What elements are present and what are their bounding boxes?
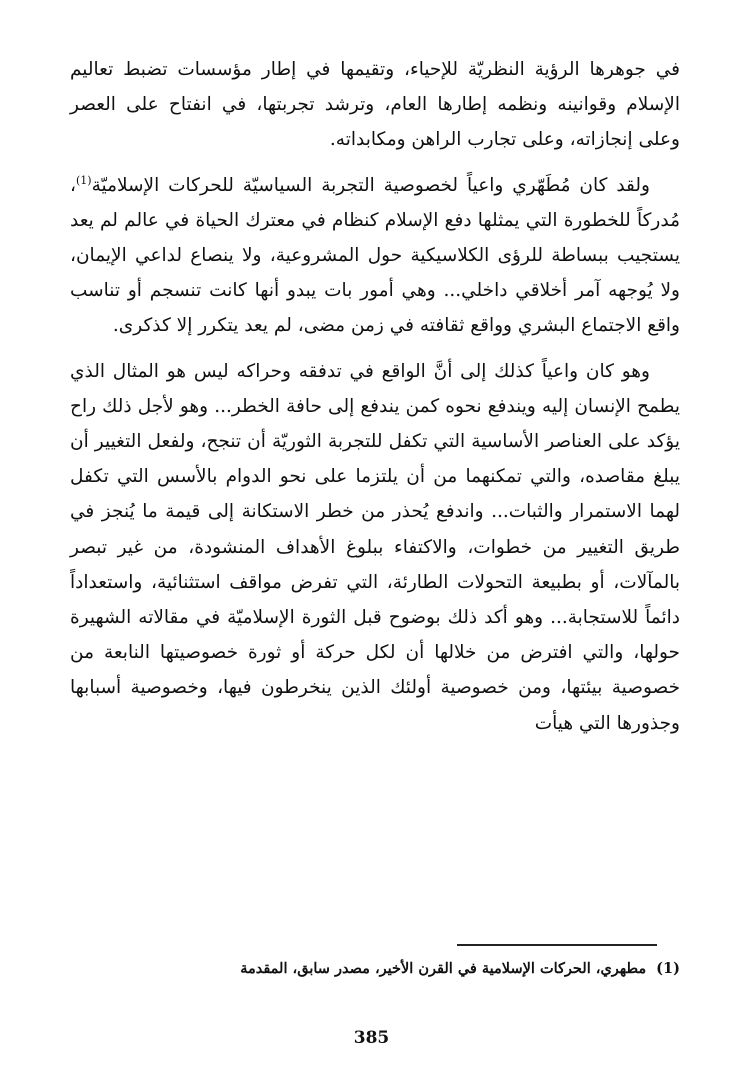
paragraph-2-rest: ، مُدركاً للخطورة التي يمثلها دفع الإسلام كنظام في معترك الحياة في عالم لم يعد يستجيب ببساطة للرؤى الكلاسيكية حول المشروعية، ولا ينصاع لداعي الإيمان، ولا يُوجهه آمر أخلاقي داخلي... وهي أمور بات يبدو أنها كانت تنسجم أو تناسب واقع الاجتماع البشري وواقع ثقافته في زمن مضى، لم يعد يتكرر إلا كذكرى. <box>70 174 680 337</box>
footnote-divider <box>457 944 657 946</box>
page-number: 385 <box>353 1028 390 1048</box>
footnote-text: مطهري، الحركات الإسلامية في القرن الأخير، مصدر سابق، المقدمة <box>240 960 647 977</box>
paragraph-2 <box>70 168 680 344</box>
footnote <box>70 958 680 980</box>
paragraph-3: وهو كان واعياً كذلك إلى أنَّ الواقع في تدفقه وحراكه ليس هو المثال الذي يطمح الإنسان إليه ويندفع نحوه كمن يندفع إلى حافة الخطر... وهو لأجل ذلك راح يؤكد على العناصر الأساسية التي تكفل للتجربة الثوريّة أن تنجح، ولفعل التغيير أن يبلغ مقاصده، والتي تمكنهما من أن يلتزما على نحو الدوام بالأسس التي تكفل لهما الاستمرار والثبات... واندفع يُحذر من خطر الاستكانة إلى قيمة ما يُنجز في طريق التغيير من خطوات، والاكتفاء ببلوغ الأهداف المنشودة، من غير تبصر بالمآلات، أو بطبيعة التحولات الطارئة، التي تفرض مواقف استثنائية، واستعداداً دائماً للاستجابة... وهو أكد ذلك بوضوح قبل الثورة الإسلاميّة في مقالاته الشهيرة حولها، والتي افترض من خلالها أن لكل حركة أو ثورة خصوصيتها النابعة من خصوصية بيئتها، ومن خصوصية أولئك الذين ينخرطون فيها، وخصوصية أسبابها وجذورها التي هيأت <box>70 360 680 734</box>
page-body <box>70 52 680 741</box>
paragraph-2-start: ولقد كان مُطَهّري واعياً لخصوصية التجربة السياسيّة للحركات الإسلاميّة <box>91 174 650 196</box>
footnote-reference[interactable]: (1) <box>75 173 92 187</box>
footnote-number: (1) <box>656 960 680 977</box>
paragraph-gap <box>70 158 680 168</box>
paragraph-gap <box>70 344 680 354</box>
paragraph-1: في جوهرها الرؤية النظريّة للإحياء، وتقيمها في إطار مؤسسات تضبط تعاليم الإسلام وقوانينه ونظمه إطارها العام، وترشد تجربتها، في انفتاح على العصر وعلى إنجازاته، وعلى تجارب الراهن ومكابداته. <box>70 59 680 151</box>
